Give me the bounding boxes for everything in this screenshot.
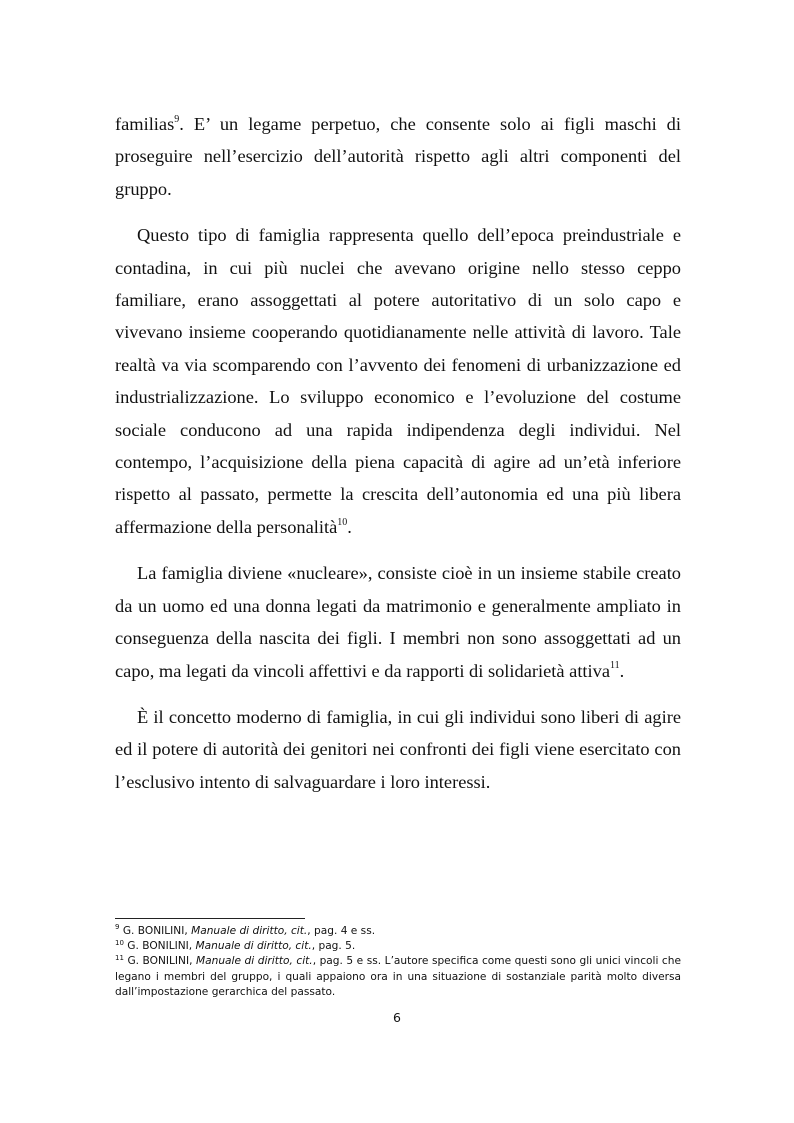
footnote-author: G. BONILINI,: [122, 925, 192, 937]
footnote-title: Manuale di diritto, cit.: [196, 955, 313, 968]
footnote-author: G. BONILINI,: [127, 955, 196, 968]
footnote-ref-9[interactable]: 9: [174, 113, 180, 125]
page-number: 6: [393, 1010, 401, 1025]
paragraph-1: [115, 108, 681, 205]
footnote-11: [115, 954, 681, 1000]
footnote-9: [115, 924, 681, 939]
paragraph-2: [115, 219, 681, 543]
footnote-number: 11: [115, 953, 124, 962]
footnote-separator: [115, 918, 305, 919]
paragraph-2-text-a: Questo tipo di famiglia rappresenta quello dell’epoca preindustriale e contadina, in cui più nuclei che avevano origine nello stesso ceppo familiare, erano assoggettati al potere autoritativo di un solo capo e vivevano insieme cooperando quotidianamente nelle attività di lavoro. Tale realtà va via scomparendo con l’avvento dei fenomeni di urbanizzazione ed industrializzazione. Lo sviluppo economico e l’evoluzione del costume sociale conducono ad una rapida indipendenza degli individui. Nel contempo, l’acquisizione della piena capacità di agire ad un’età inferiore rispetto al passato, permette la crescita dell’autonomia ed una più libera affermazione della personalità: [115, 225, 681, 537]
footnote-rest: , pag. 5.: [311, 940, 356, 953]
footnote-rest: , pag. 4 e ss.: [307, 925, 376, 937]
footnotes: [115, 924, 681, 1000]
paragraph-1-text-a: familias: [115, 114, 175, 134]
footnote-title: Manuale di diritto, cit.: [195, 940, 312, 953]
paragraph-2-text-b: .: [347, 516, 352, 537]
footnote-ref-10[interactable]: 10: [337, 516, 348, 528]
footnote-number: 9: [115, 923, 120, 932]
paragraph-1-text-b: . E’ un legame perpetuo, che consente solo ai figli maschi di proseguire nell’esercizio dell’autorità rispetto agli altri componenti del gruppo.: [115, 114, 681, 199]
footnote-10: [115, 939, 681, 954]
paragraph-4: [115, 701, 681, 798]
footnote-author: G. BONILINI,: [127, 940, 196, 953]
footnote-ref-11[interactable]: 11: [610, 660, 620, 672]
paragraph-4-text: È il concetto moderno di famiglia, in cui gli individui sono liberi di agire ed il potere di autorità dei genitori nei confronti dei figli viene esercitato con l’esclusivo intento di salvaguardare i loro interessi.: [115, 706, 681, 792]
footnote-number: 10: [115, 938, 124, 947]
paragraph-3: [115, 557, 681, 687]
footnote-rest: , pag. 5 e ss. L’autore specifica come questi sono gli unici vincoli che legano i membri del gruppo, i quali appaiono ora in una situazione di sostanziale parità molto diversa dall’impostazione gerarchica del passato.: [115, 955, 681, 998]
paragraph-3-text-a: La famiglia diviene «nucleare», consiste cioè in un insieme stabile creato da un uomo ed una donna legati da matrimonio e generalmente ampliato in conseguenza della nascita dei figli. I membri non sono assoggettati ad un capo, ma legati da vincoli affettivi e da rapporti di solidarietà attiva: [115, 563, 681, 681]
footnote-title: Manuale di diritto, cit.: [191, 925, 308, 937]
paragraph-3-text-b: .: [619, 660, 625, 681]
document-body: [115, 108, 681, 812]
